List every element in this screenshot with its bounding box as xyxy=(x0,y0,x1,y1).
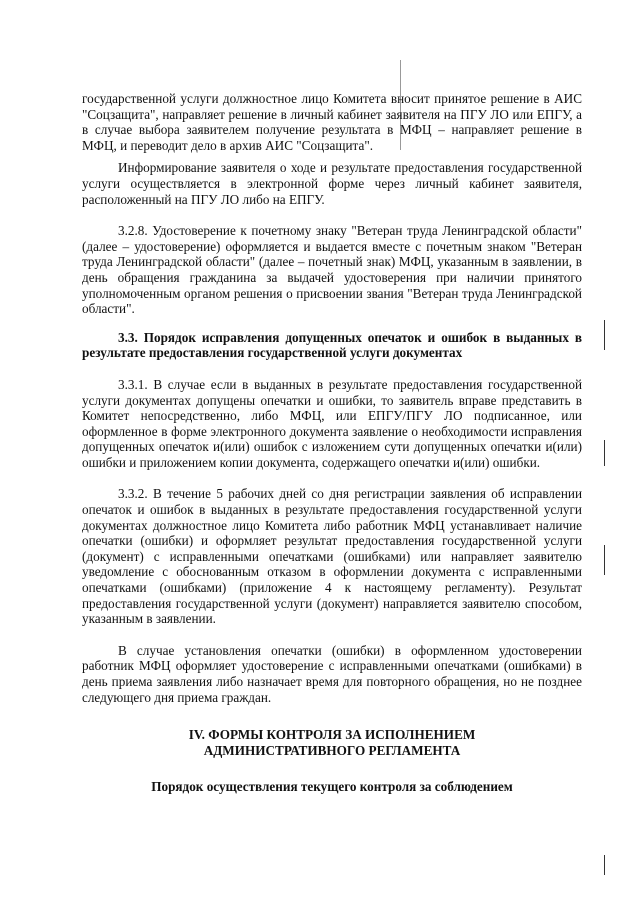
paragraph-correction: В случае установления опечатки (ошибки) в оформленном удостоверении работник МФЦ оформляет удостоверение с исправленными опечатками (ошибками) в день приема заявления либо назначает время для повторного обращения, но не позднее следующего дня приема граждан. xyxy=(82,642,582,705)
paragraph-continuation: государственной услуги должностное лицо Комитета вносит принятое решение в АИС "Соцзащита", направляет решение в личный кабинет заявителя на ПГУ ЛО или ЕПГУ, а в случае выбора заявителем получение результата в МФЦ – направляет решение в МФЦ, и переводит дело в архив АИС "Соцзащита". xyxy=(82,91,582,153)
chapter-title-line-2: АДМИНИСТРАТИВНОГО РЕГЛАМЕНТА xyxy=(203,743,461,759)
section-heading-3-3: 3.3. Порядок исправления допущенных опечаток и ошибок в выданных в результате предоставления государственной услуги документах xyxy=(82,329,582,361)
chapter-title-line-1: IV. ФОРМЫ КОНТРОЛЯ ЗА ИСПОЛНЕНИЕМ xyxy=(188,727,476,743)
paragraph-informing: Информирование заявителя о ходе и результате предоставления государственной услуги осуществляется в электронной форме через личный кабинет заявителя, расположенный на ПГУ ЛО либо на ЕПГУ. xyxy=(82,160,582,207)
scan-artifact-line xyxy=(604,320,605,350)
paragraph-3-3-2: 3.3.2. В течение 5 рабочих дней со дня регистрации заявления об исправлении опечаток и ошибок в выданных в результате предоставления государственной услуги документах должностное лицо Комитета либо работник МФЦ устанавливает наличие опечатки (ошибки) и оформляет результат предоставления государственной услуги (документ) с исправленными опечатками (ошибками) или направляет заявителю уведомление с обоснованным отказом в оформлении документа с исправленными опечатками (ошибками) (приложение 4 к настоящему регламенту). Результат предоставления государственной услуги (документ) направляется заявителю способом, указанным в заявлении. xyxy=(82,486,582,627)
scan-artifact-line xyxy=(604,440,605,466)
subsection-heading: Порядок осуществления текущего контроля за соблюдением xyxy=(151,779,513,795)
scan-artifact-line xyxy=(604,545,605,575)
scan-artifact-line xyxy=(604,855,605,875)
document-body xyxy=(82,91,582,795)
paragraph-3-2-8: 3.2.8. Удостоверение к почетному знаку "Ветеран труда Ленинградской области" (далее – удостоверение) оформляется и выдается вместе с почетным знаком "Ветеран труда Ленинградской области" (далее – почетный знак) МФЦ, указанным в заявлении, в день обращения гражданина за выдачей удостоверения при наличии принятого уполномоченным органом решения о присвоении звания "Ветеран труда Ленинградской области". xyxy=(82,223,582,317)
paragraph-3-3-1: 3.3.1. В случае если в выданных в результате предоставления государственной услуги документах допущены опечатки и ошибки, то заявитель вправе представить в Комитет непосредственно, либо МФЦ, или ЕПГУ/ПГУ ЛО подписанное, или оформленное в форме электронного документа заявление о необходимости исправления допущенных опечаток и(или) ошибок с изложением сути допущенных опечатки и(или) ошибки и приложением копии документа, содержащего опечатки и(или) ошибки. xyxy=(82,376,582,470)
